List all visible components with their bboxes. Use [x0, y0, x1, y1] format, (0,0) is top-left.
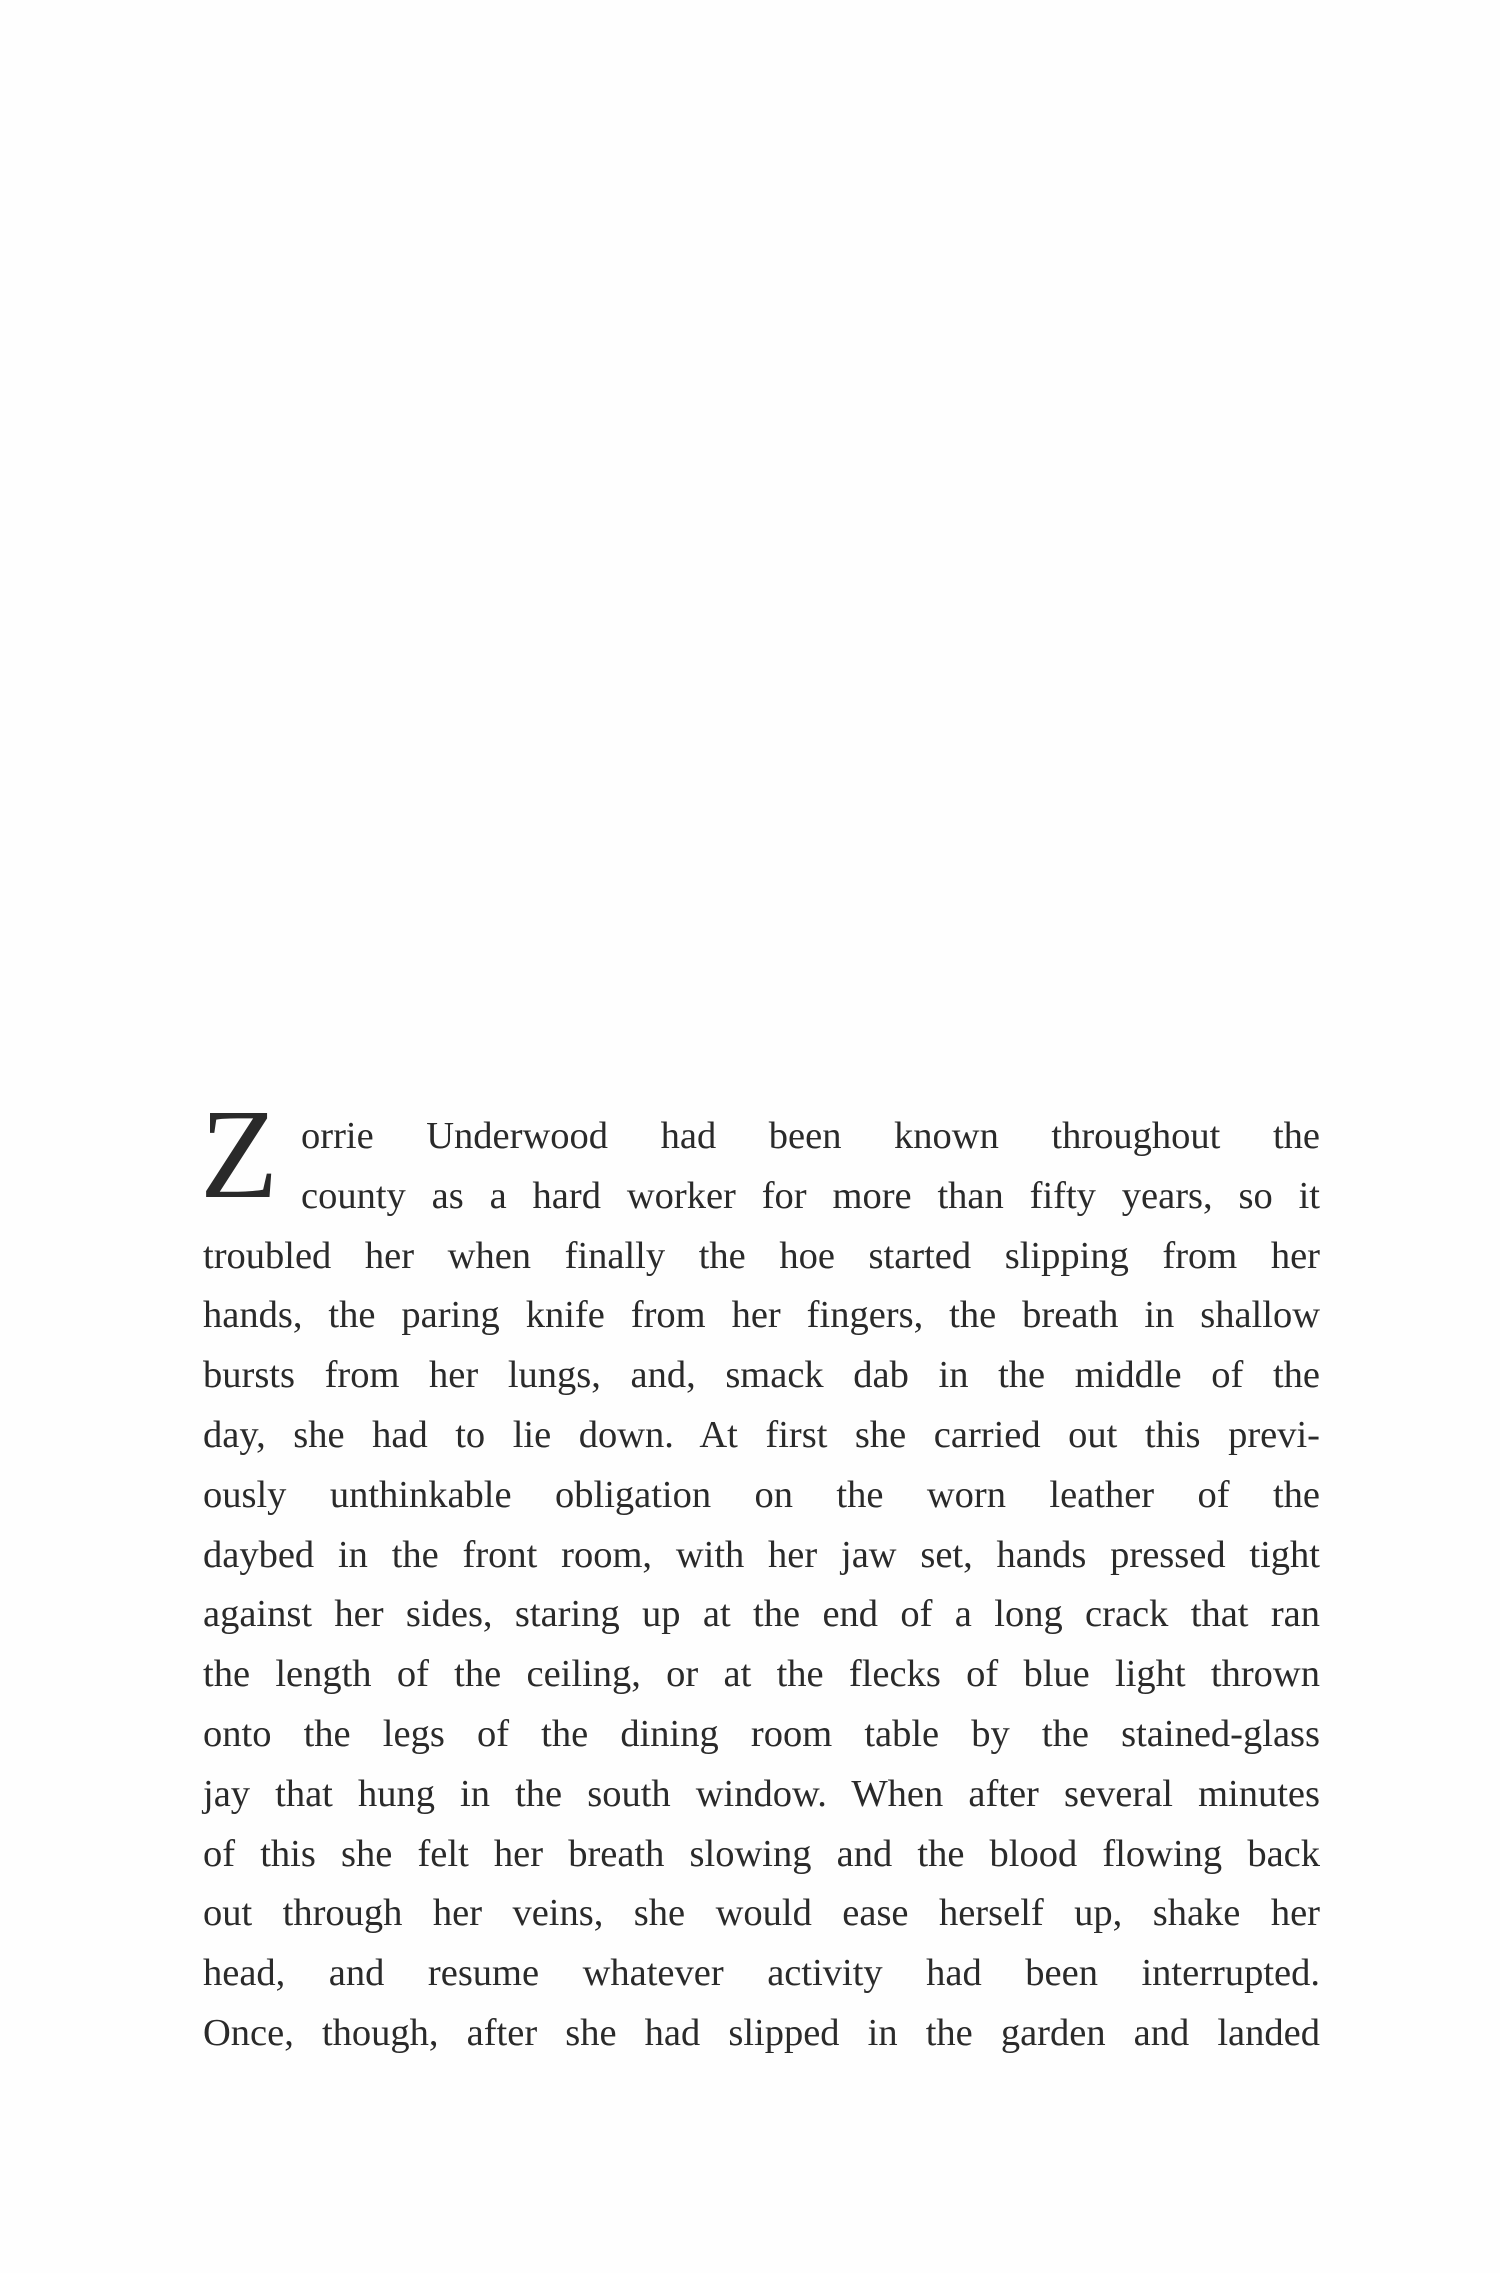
text-line: county as a hard worker for more than fifty years, so it	[301, 1174, 1320, 1217]
text-line: out through her veins, she would ease herself up, shake her	[203, 1892, 1320, 1935]
text-line: ously unthinkable obligation on the worn leather of the	[203, 1473, 1320, 1516]
text-line: bursts from her lungs, and, smack dab in the middle of the	[203, 1354, 1320, 1397]
text-line: orrie Underwood had been known throughout the	[301, 1115, 1320, 1157]
body-text	[203, 1107, 1320, 2064]
text-line: of this she felt her breath slowing and the blood flowing back	[203, 1832, 1320, 1875]
drop-cap: Z	[200, 1083, 279, 1225]
text-line: jay that hung in the south window. When after several minutes	[203, 1772, 1320, 1815]
text-line: the length of the ceiling, or at the flecks of blue light thrown	[203, 1653, 1320, 1696]
text-line: onto the legs of the dining room table by the stained-glass	[203, 1712, 1320, 1755]
text-line: head, and resume whatever activity had been interrupted.	[203, 1952, 1320, 1995]
text-line: day, she had to lie down. At first she carried out this previ-	[203, 1413, 1320, 1456]
text-line: Once, though, after she had slipped in the garden and landed	[203, 2011, 1320, 2054]
text-line: daybed in the front room, with her jaw set, hands pressed tight	[203, 1533, 1320, 1576]
text-line: troubled her when finally the hoe started slipping from her	[203, 1234, 1320, 1277]
text-line: hands, the paring knife from her fingers, the breath in shallow	[203, 1294, 1320, 1337]
text-line: against her sides, staring up at the end of a long crack that ran	[203, 1593, 1320, 1636]
